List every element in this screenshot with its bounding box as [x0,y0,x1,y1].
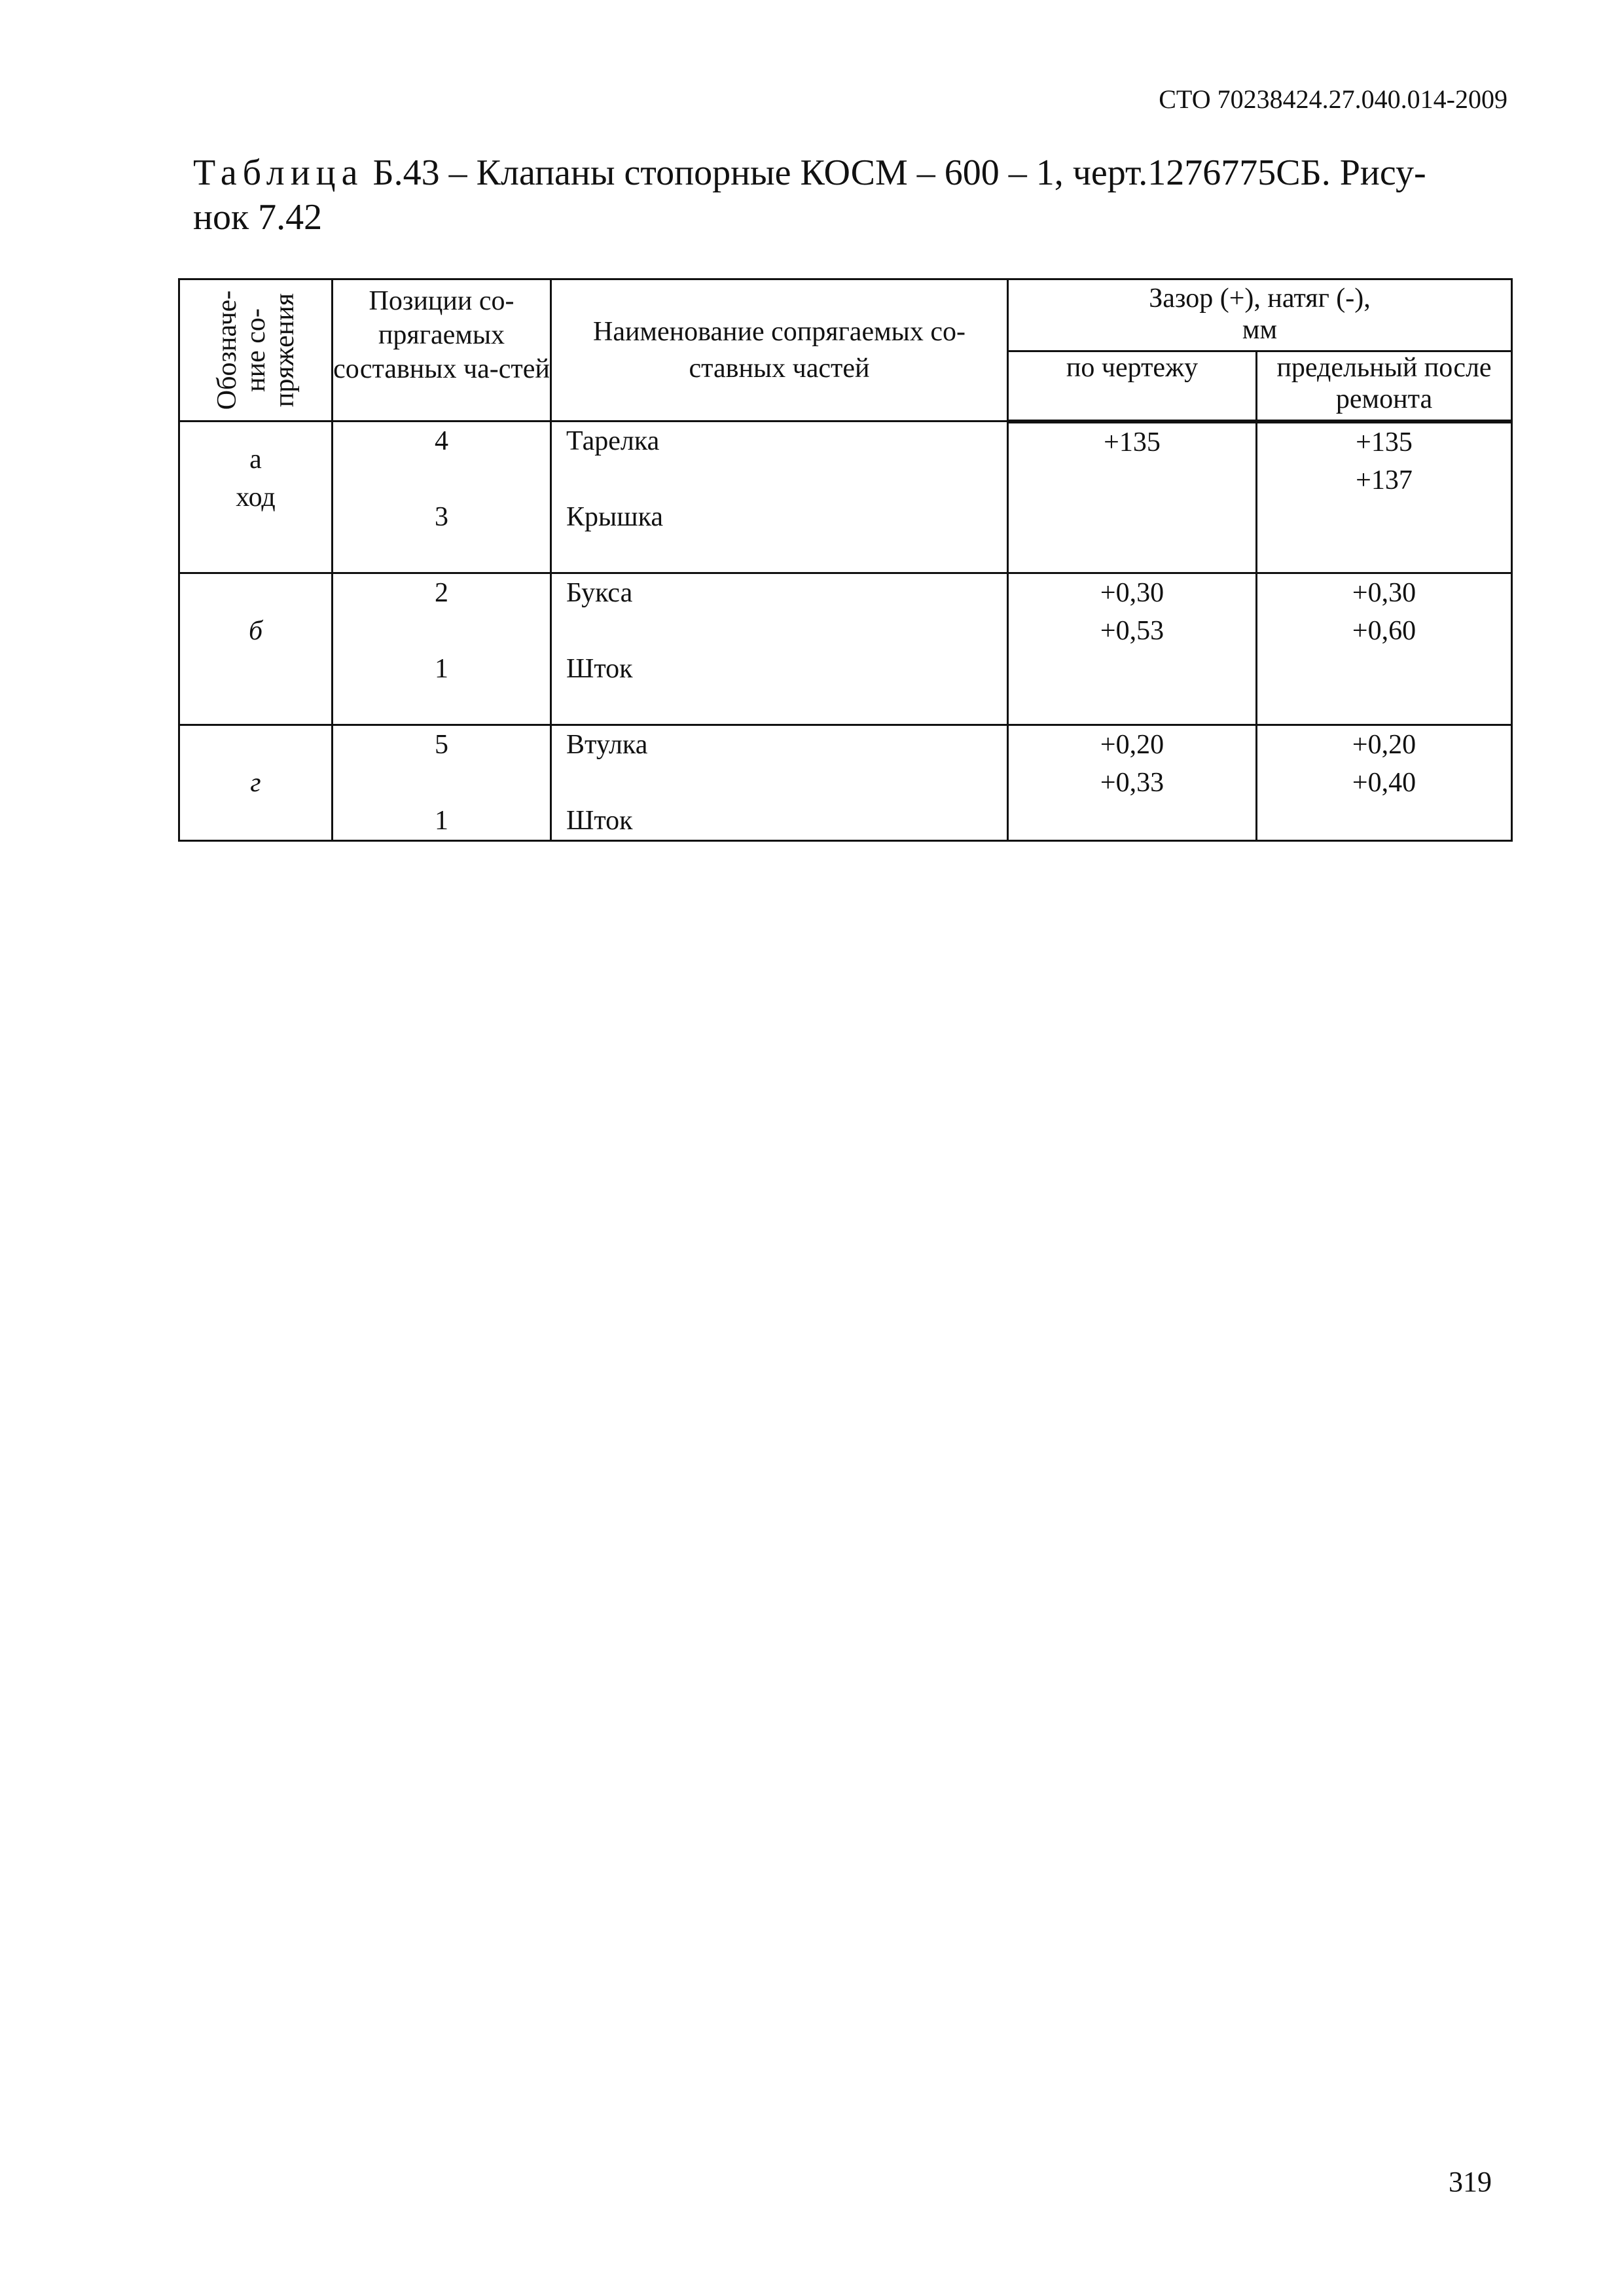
header-positions: Позиции со-прягаемых составных ча-стей [333,279,551,422]
caption-text: Б.43 – Клапаны стопорные КОСМ – 600 – 1, черт.1276775СБ. Рису- [372,152,1426,193]
limit-cell: +0,30 +0,60 [1257,573,1512,725]
positions-cell: 5 1 [333,725,551,841]
table-row [179,725,1512,841]
document-code: СТО 70238424.27.040.014-2009 [1159,84,1507,114]
header-gap-group [1008,279,1512,351]
names-cell: Тарелка Крышка [551,422,1008,573]
table-caption [193,151,1489,240]
drawing-cell: +0,20 +0,33 [1008,725,1257,841]
header-drawing: по чертежу [1008,351,1257,421]
header-row [179,279,1512,351]
header-designation [179,279,333,422]
gap-group-label: Зазор (+), натяг (-), [1149,283,1371,314]
designation-cell: г [179,725,333,841]
spec-table [178,278,1513,842]
positions-cell: 4 3 [333,422,551,573]
gap-unit-label: мм [1242,315,1278,345]
table-row [179,573,1512,725]
header-name: Наименование сопрягаемых со-ставных частей [551,279,1008,422]
positions-cell: 2 1 [333,573,551,725]
table-row [179,422,1512,573]
designation-cell: б [179,573,333,725]
limit-cell: +135 +137 [1257,422,1512,573]
page-number: 319 [1449,2166,1492,2198]
caption-continuation: нок 7.42 [193,197,323,238]
header-limit: предельный после ремонта [1257,351,1512,421]
designation-cell: а ход [179,422,333,573]
names-cell: Букса Шток [551,573,1008,725]
caption-label: Таблица [193,152,364,193]
drawing-cell: +135 [1008,422,1257,573]
designation-rotated-label: Обозначе-ние со-пряжения [211,290,300,410]
drawing-cell: +0,30 +0,53 [1008,573,1257,725]
limit-cell: +0,20 +0,40 [1257,725,1512,841]
names-cell: Втулка Шток [551,725,1008,841]
